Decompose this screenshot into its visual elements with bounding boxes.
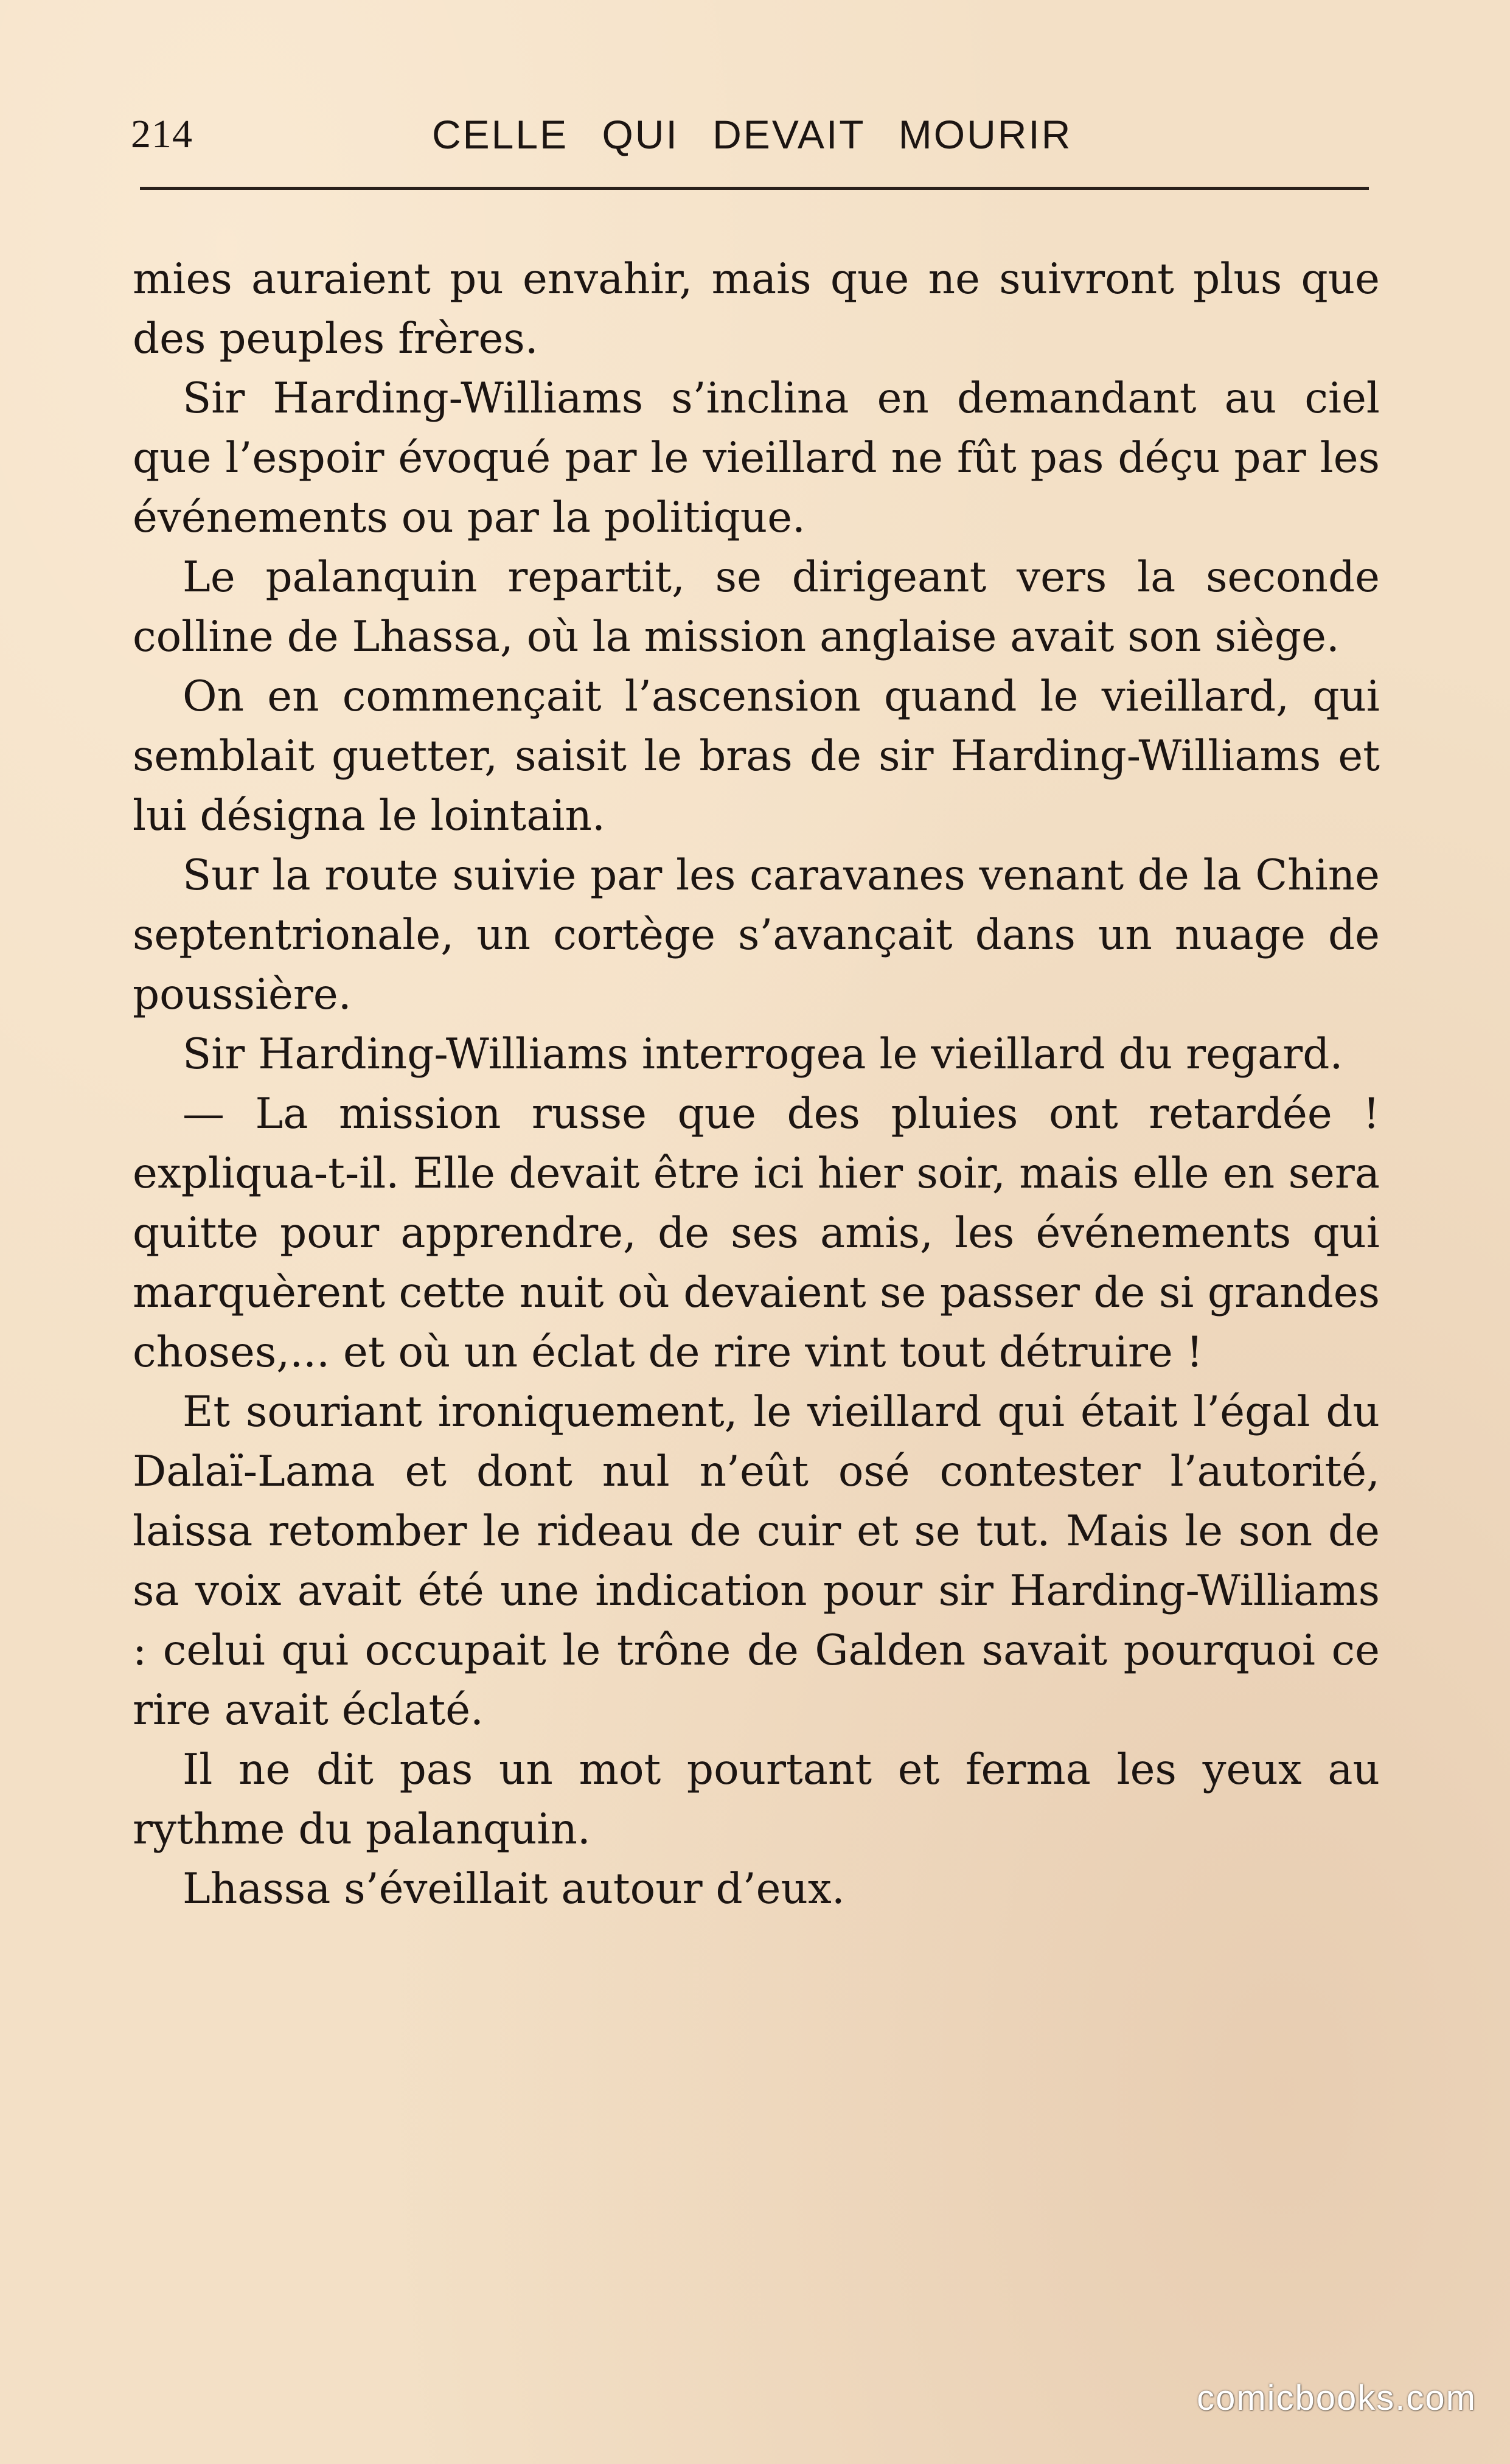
paragraph: On en commençait l’ascension quand le vieillard, qui semblait guetter, saisit le bras de sir Harding-Williams et lui désigna le lointain.: [133, 672, 1380, 840]
paragraph: Et souriant ironiquement, le vieillard qui était l’égal du Dalaï-Lama et dont nul n’eût osé contester l’autorité, laissa retomber le rideau de cuir et se tut. Mais le son de sa voix avait été une indication pour sir Harding-Williams : celui qui occupait le trône de Galden savait pourquoi ce rire avait éclaté.: [133, 1388, 1380, 1735]
body-text: [133, 249, 1380, 1919]
paragraph: Sir Harding-Williams interrogea le vieillard du regard.: [183, 1030, 1343, 1079]
paragraph: Le palanquin repartit, se dirigeant vers la seconde colline de Lhassa, où la mission anglaise avait son siège.: [133, 553, 1380, 661]
paragraph: mies auraient pu envahir, mais que ne suivront plus que des peuples frères.: [133, 255, 1380, 363]
header-rule: [140, 187, 1369, 190]
paragraph: Il ne dit pas un mot pourtant et ferma les yeux au rythme du palanquin.: [133, 1745, 1380, 1854]
running-title: CELLE QUI DEVAIT MOURIR: [432, 112, 1073, 157]
paragraph: Sir Harding-Williams s’inclina en demandant au ciel que l’espoir évoqué par le vieillard ne fût pas déçu par les événements ou par la politique.: [133, 374, 1380, 542]
paragraph: Sur la route suivie par les caravanes venant de la Chine septentrionale, un cortège s’avançait dans un nuage de poussière.: [133, 851, 1380, 1019]
page-header: [131, 106, 1372, 173]
page-number: 214: [131, 112, 193, 156]
paragraph: Lhassa s’éveillait autour d’eux.: [183, 1865, 845, 1913]
paragraph: — La mission russe que des pluies ont retardée ! expliqua-t-il. Elle devait être ici hier soir, mais elle en sera quitte pour apprendre, de ses amis, les événements qui marquèrent cette nuit où devaient se passer de si grandes choses,... et où un éclat de rire vint tout détruire !: [133, 1090, 1380, 1377]
watermark: comicbooks.com: [1197, 2378, 1477, 2418]
